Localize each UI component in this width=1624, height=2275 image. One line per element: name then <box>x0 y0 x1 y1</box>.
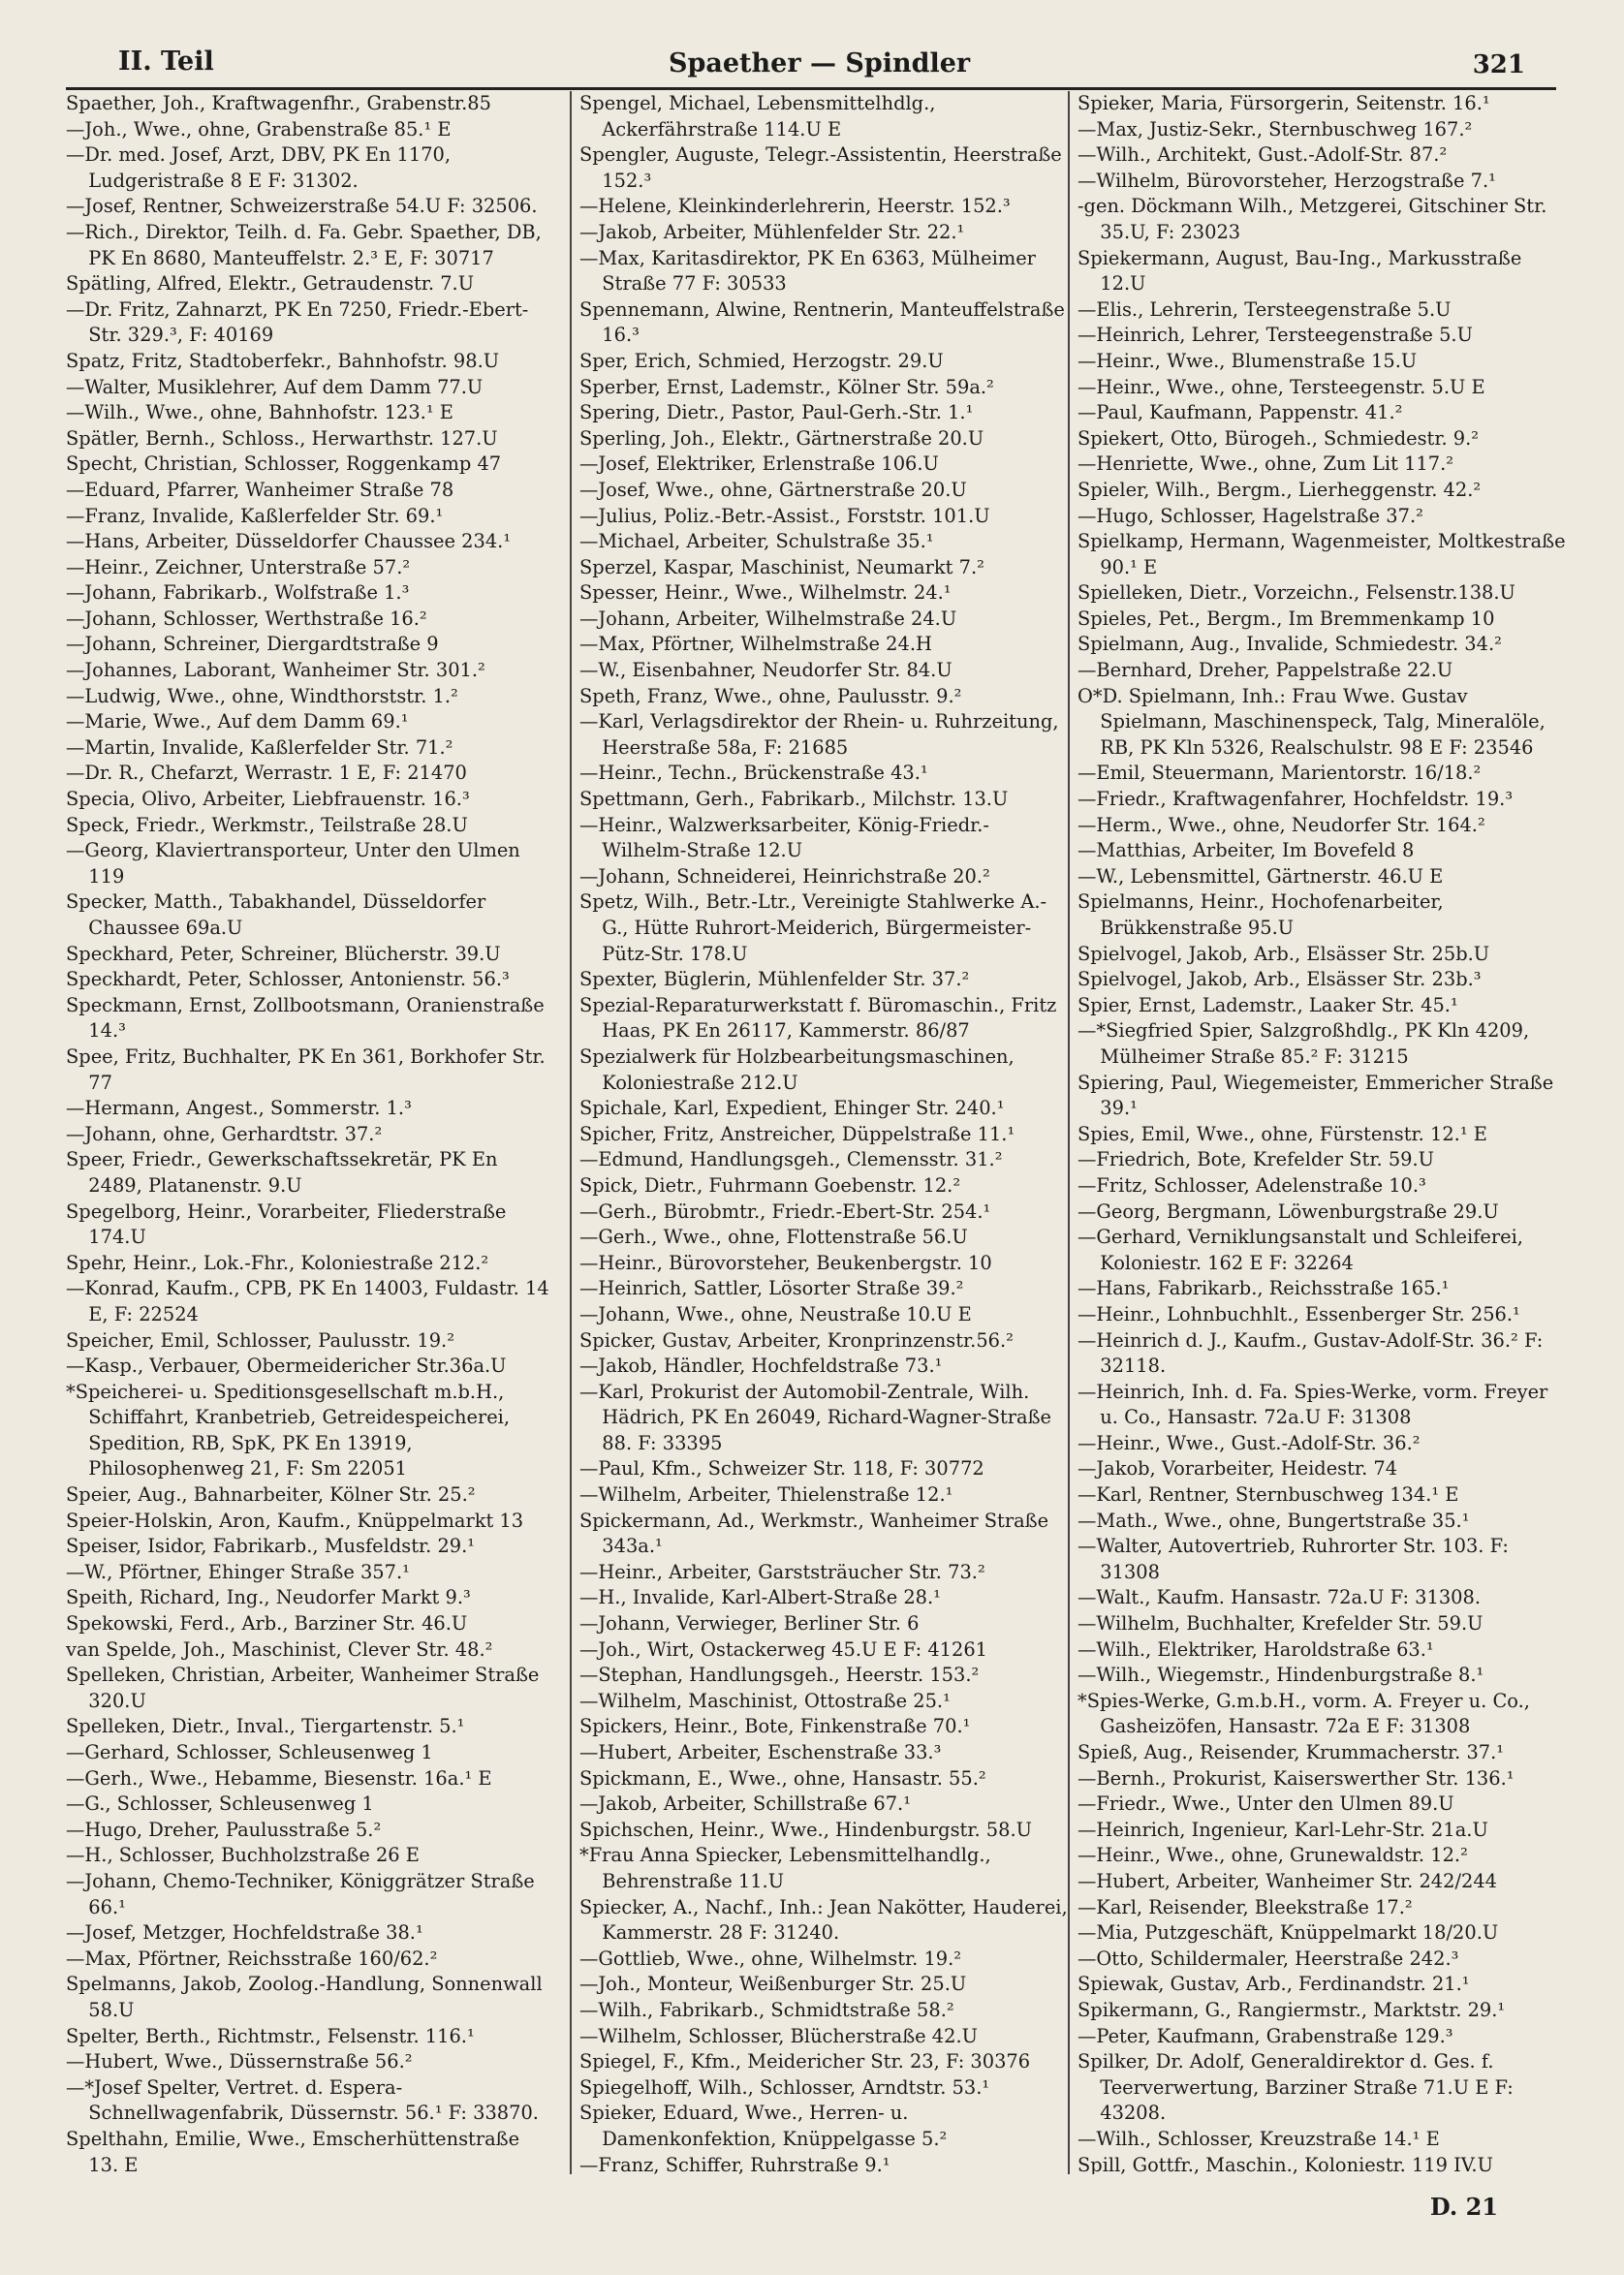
page-number: 321 <box>1472 50 1525 79</box>
directory-entry: —Josef, Wwe., ohne, Gärtnerstraße 20.U <box>579 478 967 501</box>
directory-entry: —Heinrich, Sattler, Lösorter Straße 39.² <box>579 1277 964 1300</box>
directory-entry: Spichschen, Heinr., Wwe., Hindenburgstr. 58.U <box>579 1818 1032 1841</box>
directory-entry: *Speicherei- u. Speditionsgesellschaft m.b.H., Schiffahrt, Kranbetrieb, Getreidespeicherei, Spedition, RB, SpK, PK En 13919, Philosophenweg 21, F: Sm 22051 <box>66 1380 511 1480</box>
directory-entry: Spelter, Berth., Richtmstr., Felsenstr. 116.¹ <box>66 2024 475 2047</box>
directory-entry: —Johann, Verwieger, Berliner Str. 6 <box>579 1612 920 1636</box>
directory-entry: Speiser, Isidor, Fabrikarb., Musfeldstr. 29.¹ <box>66 1535 476 1558</box>
directory-entry: —Bernh., Prokurist, Kaiserswerther Str. 136.¹ <box>1077 1766 1515 1790</box>
directory-entry: —H., Schlosser, Buchholzstraße 26 E <box>66 1844 420 1867</box>
directory-entry: —Heinr., Techn., Brückenstraße 43.¹ <box>579 762 928 785</box>
directory-entry: Spekowski, Ferd., Arb., Barziner Str. 46.U <box>66 1612 468 1636</box>
directory-entry: O*D. Spielmann, Inh.: Frau Wwe. Gustav Spielmann, Maschinenspeck, Talg, Mineralöle, RB, PK Kln 5326, Realschulstr. 98 E F: 23546 <box>1077 684 1546 759</box>
directory-entry: —Gerh., Bürobmtr., Friedr.-Ebert-Str. 254.¹ <box>579 1200 991 1223</box>
directory-entry: Spielleken, Dietr., Vorzeichn., Felsenstr.138.U <box>1077 581 1515 605</box>
directory-entry: —Wilh., Wwe., ohne, Bahnhofstr. 123.¹ E <box>66 401 453 424</box>
directory-entry: —Friedrich, Bote, Krefelder Str. 59.U <box>1077 1148 1434 1171</box>
directory-entry: —Math., Wwe., ohne, Bungertstraße 35.¹ <box>1077 1509 1470 1532</box>
directory-entry: —Walter, Musiklehrer, Auf dem Damm 77.U <box>66 375 484 398</box>
directory-entry: —Karl, Prokurist der Automobil-Zentrale, Wilh. Hädrich, PK En 26049, Richard-Wagner-Straße 88. F: 33395 <box>579 1380 1052 1454</box>
directory-entry: Spelthahn, Emilie, Wwe., Emscherhüttenstraße 13. E <box>66 2127 520 2174</box>
directory-entry: Sper, Erich, Schmied, Herzogstr. 29.U <box>579 349 944 372</box>
directory-entry: —Wilhelm, Maschinist, Ottostraße 25.¹ <box>579 1689 951 1712</box>
directory-entry: —Walter, Autovertrieb, Ruhrorter Str. 103. F: 31308 <box>1077 1535 1509 1583</box>
directory-entry: Spexter, Büglerin, Mühlenfelder Str. 37.² <box>579 968 970 991</box>
directory-entry: —Wilhelm, Buchhalter, Krefelder Str. 59.U <box>1077 1612 1483 1636</box>
header-rule <box>66 87 1556 90</box>
directory-entry: —Jakob, Vorarbeiter, Heidestr. 74 <box>1077 1457 1398 1480</box>
directory-entry: Spick, Dietr., Fuhrmann Goebenstr. 12.² <box>579 1173 961 1197</box>
directory-entry: —Heinr., Wwe., ohne, Tersteegenstr. 5.U E <box>1077 375 1485 398</box>
directory-entry: —Franz, Invalide, Kaßlerfelder Str. 69.¹ <box>66 504 444 527</box>
directory-entry: Specia, Olivo, Arbeiter, Liebfrauenstr. 16.³ <box>66 788 470 811</box>
directory-entry: —Heinr., Bürovorsteher, Beukenbergstr. 10 <box>579 1251 992 1274</box>
directory-entry: Spichale, Karl, Expedient, Ehinger Str. 240.¹ <box>579 1097 1005 1120</box>
directory-entry: *Frau Anna Spiecker, Lebensmittelhandlg., Behrenstraße 11.U <box>579 1844 991 1892</box>
column-3 <box>1068 91 1568 2174</box>
directory-entry: —G., Schlosser, Schleusenweg 1 <box>66 1792 374 1816</box>
directory-entry: —Wilh., Elektriker, Haroldstraße 63.¹ <box>1077 1637 1434 1661</box>
directory-entry: —Johann, Wwe., ohne, Neustraße 10.U E <box>579 1302 972 1325</box>
directory-entry: —Dr. med. Josef, Arzt, DBV, PK En 1170, Ludgeristraße 8 E F: 31302. <box>66 143 452 192</box>
directory-entry: Spielmann, Aug., Invalide, Schmiedestr. 34.² <box>1077 633 1502 656</box>
directory-entry: —Max, Justiz-Sekr., Sternbuschweg 167.² <box>1077 117 1473 140</box>
directory-entry: —Heinr., Lohnbuchhlt., Essenberger Str. 256.¹ <box>1077 1302 1520 1325</box>
directory-entry: Spiering, Paul, Wiegemeister, Emmericher Straße 39.¹ <box>1077 1071 1554 1120</box>
directory-entry: Spätler, Bernh., Schloss., Herwarthstr. 127.U <box>66 426 498 450</box>
directory-entry: Spielvogel, Jakob, Arb., Elsässer Str. 23b.³ <box>1077 968 1482 991</box>
directory-entry: —Heinr., Walzwerksarbeiter, König-Friedr.-Wilhelm-Straße 12.U <box>579 813 989 862</box>
directory-entry: —Kasp., Verbauer, Obermeidericher Str.36a.U <box>66 1355 507 1378</box>
directory-entry: Spezialwerk für Holzbearbeitungsmaschinen, Koloniestraße 212.U <box>579 1044 1015 1094</box>
directory-entry: —Heinr., Wwe., Gust.-Adolf-Str. 36.² <box>1077 1431 1421 1454</box>
directory-entry: —Emil, Steuermann, Marientorstr. 16/18.² <box>1077 762 1482 785</box>
directory-entry: —Martin, Invalide, Kaßlerfelder Str. 71.² <box>66 735 453 759</box>
directory-entry: Spilker, Dr. Adolf, Generaldirektor d. Ges. f. Teerverwertung, Barziner Straße 71.U E F: 43208. <box>1077 2050 1514 2125</box>
directory-entry: Sperber, Ernst, Lademstr., Kölner Str. 59a.² <box>579 375 994 398</box>
name-range: Spaether — Spindler <box>669 48 971 78</box>
directory-entry: —Johann, ohne, Gerhardtstr. 37.² <box>66 1122 383 1145</box>
directory-entry: —Matthias, Arbeiter, Im Bovefeld 8 <box>1077 839 1415 862</box>
directory-entry: —Friedr., Wwe., Unter den Ulmen 89.U <box>1077 1792 1454 1816</box>
directory-entry: Spettmann, Gerh., Fabrikarb., Milchstr. 13.U <box>579 788 1009 811</box>
directory-entry: —Gerhard, Schlosser, Schleusenweg 1 <box>66 1741 433 1763</box>
directory-entry: —Max, Karitasdirektor, PK En 6363, Mülheimer Straße 77 F: 30533 <box>579 246 1036 296</box>
directory-entry: Spielvogel, Jakob, Arb., Elsässer Str. 25b.U <box>1077 942 1490 965</box>
directory-entry: Spiegelhoff, Wilh., Schlosser, Arndtstr. 53.¹ <box>579 2075 990 2099</box>
directory-entry: —Johannes, Laborant, Wanheimer Str. 301.² <box>66 659 485 682</box>
directory-entry: —W., Lebensmittel, Gärtnerstr. 46.U E <box>1077 864 1444 888</box>
directory-entry: —Herm., Wwe., ohne, Neudorfer Str. 164.² <box>1077 813 1485 836</box>
directory-entry: —Franz, Schiffer, Ruhrstraße 9.¹ <box>579 2153 890 2174</box>
directory-entry: —Johann, Schneiderei, Heinrichstraße 20.² <box>579 864 990 888</box>
directory-entry: —Marie, Wwe., Auf dem Damm 69.¹ <box>66 710 409 733</box>
directory-entry: —Helene, Kleinkinderlehrerin, Heerstr. 152.³ <box>579 195 1011 218</box>
directory-entry: —Eduard, Pfarrer, Wanheimer Straße 78 <box>66 478 454 501</box>
directory-entry: Specker, Matth., Tabakhandel, Düsseldorfer Chaussee 69a.U <box>66 890 486 939</box>
directory-entry: Spielkamp, Hermann, Wagenmeister, Moltkestraße 90.¹ E <box>1077 530 1566 578</box>
directory-entry: Spaether, Joh., Kraftwagenfhr., Grabenstr.85 <box>66 92 491 114</box>
directory-entry: —Hubert, Arbeiter, Eschenstraße 33.³ <box>579 1741 942 1763</box>
directory-entry: —Hugo, Dreher, Paulusstraße 5.² <box>66 1818 382 1841</box>
directory-entry: —Josef, Elektriker, Erlenstraße 106.U <box>579 452 939 476</box>
directory-entry: *Spies-Werke, G.m.b.H., vorm. A. Freyer u. Co., Gasheizöfen, Hansastr. 72a E F: 31308 <box>1077 1689 1530 1738</box>
directory-entry: Spatz, Fritz, Stadtoberfekr., Bahnhofstr. 98.U <box>66 349 500 372</box>
directory-entry: Spengler, Auguste, Telegr.-Assistentin, Heerstraße 152.³ <box>579 143 1062 192</box>
directory-entry: —Walt., Kaufm. Hansastr. 72a.U F: 31308. <box>1077 1586 1481 1609</box>
directory-entry: —Julius, Poliz.-Betr.-Assist., Forststr. 101.U <box>579 504 990 527</box>
directory-entry: —Johann, Schreiner, Diergardtstraße 9 <box>66 633 439 656</box>
part-label: II. Teil <box>118 47 214 77</box>
directory-entry: -gen. Döckmann Wilh., Metzgerei, Gitschiner Str. 35.U, F: 23023 <box>1077 195 1547 243</box>
directory-entry: —Georg, Klaviertransporteur, Unter den Ulmen 119 <box>66 839 520 888</box>
directory-entry: —Heinrich, Lehrer, Tersteegenstraße 5.U <box>1077 324 1473 347</box>
directory-entry: —Paul, Kaufmann, Pappenstr. 41.² <box>1077 401 1403 424</box>
directory-entry: —Gerhard, Verniklungsanstalt und Schleiferei, Koloniestr. 162 E F: 32264 <box>1077 1226 1523 1274</box>
directory-entry: —Karl, Reisender, Bleekstraße 17.² <box>1077 1895 1413 1918</box>
directory-entry: —Johann, Schlosser, Werthstraße 16.² <box>66 607 427 630</box>
directory-entry: —Heinr., Zeichner, Unterstraße 57.² <box>66 555 411 578</box>
directory-entry: —Hugo, Schlosser, Hagelstraße 37.² <box>1077 504 1423 527</box>
directory-entry: Spengel, Michael, Lebensmittelhdlg., Ackerfährstraße 114.U E <box>579 92 936 140</box>
directory-entry: Spelmanns, Jakob, Zoolog.-Handlung, Sonnenwall 58.U <box>66 1973 543 2021</box>
directory-entry: Spickmann, E., Wwe., ohne, Hansastr. 55.² <box>579 1766 986 1790</box>
directory-entry: Spetz, Wilh., Betr.-Ltr., Vereinigte Stahlwerke A.-G., Hütte Ruhrort-Meiderich, Bürgermeister-Pütz-Str. 178.U <box>579 890 1047 965</box>
directory-entry: —*Josef Spelter, Vertret. d. Espera-Schnellwagenfabrik, Düssernstr. 56.¹ F: 33870. <box>66 2075 539 2125</box>
directory-entry: —Elis., Lehrerin, Tersteegenstraße 5.U <box>1077 297 1452 321</box>
directory-entry: —Dr. R., Chefarzt, Werrastr. 1 E, F: 21470 <box>66 762 467 785</box>
directory-entry: Spier, Ernst, Lademstr., Laaker Str. 45.¹ <box>1077 993 1458 1016</box>
directory-entry: —Karl, Verlagsdirektor der Rhein- u. Ruhrzeitung, Heerstraße 58a, F: 21685 <box>579 710 1059 759</box>
directory-entry: —Friedr., Kraftwagenfahrer, Hochfeldstr. 19.³ <box>1077 788 1514 811</box>
directory-entry: —Hubert, Arbeiter, Wanheimer Str. 242/244 <box>1077 1869 1498 1892</box>
directory-entry: —Peter, Kaufmann, Grabenstraße 129.³ <box>1077 2024 1453 2047</box>
directory-entry: —Heinrich, Ingenieur, Karl-Lehr-Str. 21a.U <box>1077 1818 1488 1841</box>
directory-entry: Speckhard, Peter, Schreiner, Blücherstr. 39.U <box>66 942 501 965</box>
directory-entry: Spicker, Gustav, Arbeiter, Kronprinzenstr.56.² <box>579 1328 1014 1352</box>
directory-entry: Spennemann, Alwine, Rentnerin, Manteuffelstraße 16.³ <box>579 297 1065 347</box>
directory-entry: Spätling, Alfred, Elektr., Getraudenstr. 7.U <box>66 272 475 296</box>
directory-entry: Spickermann, Ad., Werkmstr., Wanheimer Straße 343a.¹ <box>579 1509 1049 1558</box>
directory-entry: —Wilh., Schlosser, Kreuzstraße 14.¹ E <box>1077 2127 1440 2150</box>
directory-entry: —Rich., Direktor, Teilh. d. Fa. Gebr. Spaether, DB, PK En 8680, Manteuffelstr. 2.³ E, F: 30717 <box>66 220 542 269</box>
directory-entry: Sperzel, Kaspar, Maschinist, Neumarkt 7.² <box>579 555 984 578</box>
page-signature: D. 21 <box>1429 2193 1498 2221</box>
directory-entry: Spill, Gottfr., Maschin., Koloniestr. 119 IV.U <box>1077 2153 1493 2174</box>
directory-entry: —*Siegfried Spier, Salzgroßhdlg., PK Kln 4209, Mülheimer Straße 85.² F: 31215 <box>1077 1019 1530 1068</box>
directory-entry: van Spelde, Joh., Maschinist, Clever Str. 48.² <box>66 1637 493 1661</box>
column-1 <box>66 91 554 2174</box>
directory-entry: Spieles, Pet., Bergm., Im Bremmenkamp 10 <box>1077 607 1495 630</box>
directory-entry: Spegelborg, Heinr., Vorarbeiter, Fliederstraße 174.U <box>66 1200 507 1249</box>
directory-entry: —Max, Pförtner, Wilhelmstraße 24.H <box>579 633 932 656</box>
directory-entry: —Edmund, Handlungsgeh., Clemensstr. 31.² <box>579 1148 1003 1171</box>
directory-entry: —W., Pförtner, Ehinger Straße 357.¹ <box>66 1560 410 1583</box>
directory-entry: —Hermann, Angest., Sommerstr. 1.³ <box>66 1097 412 1120</box>
directory-entry: —Jakob, Arbeiter, Schillstraße 67.¹ <box>579 1792 911 1816</box>
directory-entry: —Wilh., Architekt, Gust.-Adolf-Str. 87.² <box>1077 143 1448 167</box>
directory-entry: Spering, Dietr., Pastor, Paul-Gerh.-Str. 1.¹ <box>579 401 974 424</box>
directory-entry: Speckmann, Ernst, Zollbootsmann, Oranienstraße 14.³ <box>66 993 545 1043</box>
directory-entry: —Josef, Rentner, Schweizerstraße 54.U F: 32506. <box>66 195 538 218</box>
directory-entry: —Otto, Schildermaler, Heerstraße 242.³ <box>1077 1947 1459 1970</box>
page-header <box>0 0 1624 87</box>
directory-entry: —Josef, Metzger, Hochfeldstraße 38.¹ <box>66 1921 423 1945</box>
directory-entry: —Heinr., Arbeiter, Garststräucher Str. 73.² <box>579 1560 985 1583</box>
directory-entry: Specht, Christian, Schlosser, Roggenkamp 47 <box>66 452 502 476</box>
directory-entry: —Wilhelm, Arbeiter, Thielenstraße 12.¹ <box>579 1483 953 1507</box>
directory-entry: —Wilh., Fabrikarb., Schmidtstraße 58.² <box>579 1998 954 2021</box>
directory-entry: —Hubert, Wwe., Düssernstraße 56.² <box>66 2050 413 2073</box>
directory-entry: Spieß, Aug., Reisender, Krummacherstr. 37.¹ <box>1077 1741 1505 1763</box>
directory-entry: —Georg, Bergmann, Löwenburgstraße 29.U <box>1077 1200 1499 1223</box>
directory-entry: —Hans, Fabrikarb., Reichsstraße 165.¹ <box>1077 1277 1450 1300</box>
directory-entry: —Henriette, Wwe., ohne, Zum Lit 117.² <box>1077 452 1454 476</box>
directory-entry: —W., Eisenbahner, Neudorfer Str. 84.U <box>579 659 953 682</box>
directory-entry: —Michael, Arbeiter, Schulstraße 35.¹ <box>579 530 934 553</box>
directory-entry: Speck, Friedr., Werkmstr., Teilstraße 28.U <box>66 813 468 836</box>
directory-entry: —Wilhelm, Bürovorsteher, Herzogstraße 7.¹ <box>1077 169 1496 192</box>
directory-entry: Speier, Aug., Bahnarbeiter, Kölner Str. 25.² <box>66 1483 476 1507</box>
directory-entry: Speth, Franz, Wwe., ohne, Paulusstr. 9.² <box>579 684 962 707</box>
directory-entry: Spiegel, F., Kfm., Meidericher Str. 23, F: 30376 <box>579 2050 1031 2073</box>
directory-entry: Spieker, Maria, Fürsorgerin, Seitenstr. 16.¹ <box>1077 92 1490 114</box>
directory-entry: —Dr. Fritz, Zahnarzt, PK En 7250, Friedr.-Ebert-Str. 329.³, F: 40169 <box>66 297 529 347</box>
directory-entry: —Heinrich d. J., Kaufm., Gustav-Adolf-Str. 36.² F: 32118. <box>1077 1328 1544 1378</box>
directory-entry: —Konrad, Kaufm., CPB, PK En 14003, Fuldastr. 14 E, F: 22524 <box>66 1277 549 1325</box>
directory-entry: —Bernhard, Dreher, Pappelstraße 22.U <box>1077 659 1453 682</box>
directory-entry: —Jakob, Händler, Hochfeldstraße 73.¹ <box>579 1355 943 1378</box>
directory-entry: Sperling, Joh., Elektr., Gärtnerstraße 20.U <box>579 426 984 450</box>
directory-entry: —Paul, Kfm., Schweizer Str. 118, F: 30772 <box>579 1457 984 1480</box>
directory-entry: —Joh., Monteur, Weißenburger Str. 25.U <box>579 1973 967 1996</box>
directory-entry: —Ludwig, Wwe., ohne, Windthorststr. 1.² <box>66 684 458 707</box>
directory-entry: Speith, Richard, Ing., Neudorfer Markt 9.³ <box>66 1586 471 1609</box>
directory-entry: —Joh., Wwe., ohne, Grabenstraße 85.¹ E <box>66 117 452 140</box>
directory-entry: Speicher, Emil, Schlosser, Paulusstr. 19.² <box>66 1328 454 1352</box>
directory-entry: Spicher, Fritz, Anstreicher, Düppelstraße 11.¹ <box>579 1122 1015 1145</box>
directory-entry: Speer, Friedr., Gewerkschaftssekretär, PK En 2489, Platanenstr. 9.U <box>66 1148 498 1197</box>
directory-entry: Spiewak, Gustav, Arb., Ferdinandstr. 21.¹ <box>1077 1973 1470 1996</box>
directory-entry: —Johann, Fabrikarb., Wolfstraße 1.³ <box>66 581 410 605</box>
directory-entry: Spieker, Eduard, Wwe., Herren- u. Damenkonfektion, Knüppelgasse 5.² <box>579 2102 948 2150</box>
directory-entry: —Heinr., Wwe., ohne, Grunewaldstr. 12.² <box>1077 1844 1468 1867</box>
directory-entry: —Johann, Arbeiter, Wilhelmstraße 24.U <box>579 607 957 630</box>
directory-entry: Spee, Fritz, Buchhalter, PK En 361, Borkhofer Str. 77 <box>66 1044 546 1094</box>
directory-entry: —Gerh., Wwe., ohne, Flottenstraße 56.U <box>579 1226 968 1249</box>
directory-entry: —Wilhelm, Schlosser, Blücherstraße 42.U <box>579 2024 978 2047</box>
directory-entry: Spiekermann, August, Bau-Ing., Markusstraße 12.U <box>1077 246 1522 296</box>
directory-entry: —Joh., Wirt, Ostackerweg 45.U E F: 41261 <box>579 1637 988 1661</box>
directory-entry: —Stephan, Handlungsgeh., Heerstr. 153.² <box>579 1664 980 1687</box>
directory-entry: Spesser, Heinr., Wwe., Wilhelmstr. 24.¹ <box>579 581 952 605</box>
directory-entry: —Wilh., Wiegemstr., Hindenburgstraße 8.¹ <box>1077 1664 1484 1687</box>
directory-entry: —Gerh., Wwe., Hebamme, Biesenstr. 16a.¹ E <box>66 1766 492 1790</box>
directory-entry: Spiekert, Otto, Bürogeh., Schmiedestr. 9.² <box>1077 426 1480 450</box>
directory-entry: Spezial-Reparaturwerkstatt f. Büromaschin., Fritz Haas, PK En 26117, Kammerstr. 86/87 <box>579 993 1057 1043</box>
directory-entry: Spielmanns, Heinr., Hochofenarbeiter, Brükkenstraße 95.U <box>1077 890 1444 939</box>
directory-entry: Spelleken, Dietr., Inval., Tiergartenstr. 5.¹ <box>66 1715 465 1738</box>
directory-entry: Speckhardt, Peter, Schlosser, Antonienstr. 56.³ <box>66 968 510 991</box>
directory-entry: —Mia, Putzgeschäft, Knüppelmarkt 18/20.U <box>1077 1921 1499 1945</box>
directory-entry: —Fritz, Schlosser, Adelenstraße 10.³ <box>1077 1173 1426 1197</box>
directory-entry: Spehr, Heinr., Lok.-Fhr., Koloniestraße 212.² <box>66 1251 489 1274</box>
directory-entry: —Hans, Arbeiter, Düsseldorfer Chaussee 234.¹ <box>66 530 512 553</box>
directory-entry: —Karl, Rentner, Sternbuschweg 134.¹ E <box>1077 1483 1459 1507</box>
directory-entry: —Jakob, Arbeiter, Mühlenfelder Str. 22.¹ <box>579 220 965 243</box>
directory-entry: Spelleken, Christian, Arbeiter, Wanheimer Straße 320.U <box>66 1664 540 1712</box>
column-2 <box>570 91 1068 2174</box>
directory-entry: —H., Invalide, Karl-Albert-Straße 28.¹ <box>579 1586 941 1609</box>
directory-columns <box>66 91 1566 2174</box>
directory-entry: Spiecker, A., Nachf., Inh.: Jean Nakötter, Hauderei, Kammerstr. 28 F: 31240. <box>579 1895 1068 1945</box>
directory-entry: Spieler, Wilh., Bergm., Lierheggenstr. 42.² <box>1077 478 1482 501</box>
directory-entry: Spikermann, G., Rangiermstr., Marktstr. 29.¹ <box>1077 1998 1506 2021</box>
directory-entry: —Gottlieb, Wwe., ohne, Wilhelmstr. 19.² <box>579 1947 962 1970</box>
directory-entry: —Johann, Chemo-Techniker, Königgrätzer Straße 66.¹ <box>66 1869 535 1918</box>
directory-entry: —Heinrich, Inh. d. Fa. Spies-Werke, vorm. Freyer u. Co., Hansastr. 72a.U F: 31308 <box>1077 1380 1548 1429</box>
directory-entry: Spies, Emil, Wwe., ohne, Fürstenstr. 12.¹ E <box>1077 1122 1487 1145</box>
directory-entry: —Max, Pförtner, Reichsstraße 160/62.² <box>66 1947 438 1970</box>
directory-entry: —Heinr., Wwe., Blumenstraße 15.U <box>1077 349 1418 372</box>
directory-entry: Spickers, Heinr., Bote, Finkenstraße 70.¹ <box>579 1715 971 1738</box>
directory-entry: Speier-Holskin, Aron, Kaufm., Knüppelmarkt 13 <box>66 1509 524 1532</box>
